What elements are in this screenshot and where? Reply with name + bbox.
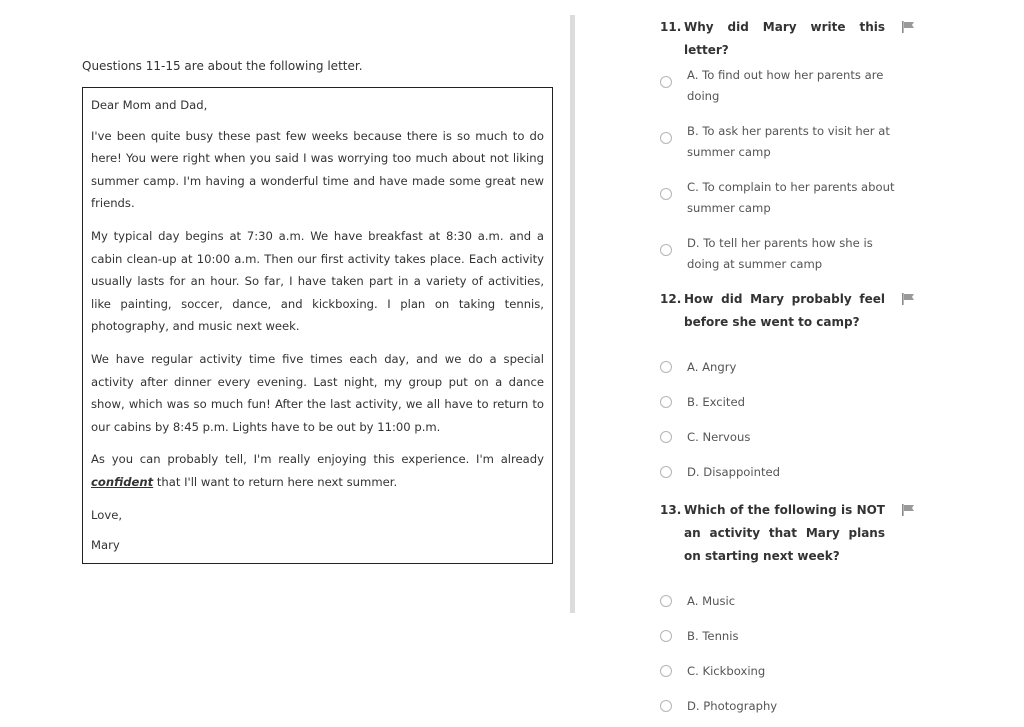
flag-icon[interactable]	[901, 504, 915, 516]
letter-greeting: Dear Mom and Dad,	[91, 98, 208, 112]
question-number: 12.	[660, 292, 682, 306]
question-number: 11.	[660, 20, 682, 34]
option-label: C. To complain to her parents about summer camp	[687, 180, 895, 215]
question-11	[660, 16, 895, 271]
letter-paragraph-3: We have regular activity time five times each day, and we do a special activity after dinner every evening. Last night, my group put on a dance show, which was so much fun! After the last activity, we all have to return to our cabins by 8:45 p.m. Lights have to be out by 11:00 p.m.	[91, 351, 544, 434]
question-13	[660, 499, 890, 713]
radio-button[interactable]	[660, 665, 672, 677]
option-label: D. Disappointed	[687, 465, 781, 479]
radio-button[interactable]	[660, 431, 672, 443]
option-label: C. Kickboxing	[687, 664, 766, 678]
question-12	[660, 288, 890, 479]
question-header	[660, 16, 890, 62]
radio-button[interactable]	[660, 396, 672, 408]
option-label: A. To find out how her parents are doing	[687, 68, 884, 103]
option-label: A. Music	[687, 594, 736, 608]
question-text: Why did Mary write this letter?	[684, 20, 885, 57]
option-label: B. Tennis	[687, 629, 739, 643]
radio-button[interactable]	[660, 700, 672, 712]
question-text: Which of the following is NOT an activity that Mary plans on starting next week?	[684, 503, 885, 563]
radio-button[interactable]	[660, 188, 672, 200]
letter-paragraph-4	[91, 448, 544, 493]
letter-paragraph-1: I've been quite busy these past few weeks because there is so much to do here! You were right when you said I was worrying too much about not liking summer camp. I'm having a wonderful time and have made some great new friends.	[91, 128, 544, 211]
flag-icon[interactable]	[901, 21, 915, 33]
question-number: 13.	[660, 503, 682, 517]
radio-button[interactable]	[660, 76, 672, 88]
letter-signature: Mary	[91, 538, 120, 553]
column-divider	[570, 15, 575, 613]
option-label: B. To ask her parents to visit her at summer camp	[687, 124, 890, 159]
radio-button[interactable]	[660, 630, 672, 642]
option-label: D. Photography	[687, 699, 778, 713]
p4-end: that I'll want to return here next summer.	[153, 474, 398, 489]
emphasized-word: confident	[91, 474, 154, 489]
option-label: C. Nervous	[687, 430, 751, 444]
radio-button[interactable]	[660, 244, 672, 256]
radio-button[interactable]	[660, 361, 672, 373]
passage-intro: Questions 11-15 are about the following letter.	[82, 59, 363, 73]
option-label: D. To tell her parents how she is doing at summer camp	[687, 236, 873, 271]
letter-paragraph-2: My typical day begins at 7:30 a.m. We have breakfast at 8:30 a.m. and a cabin clean-up at 10:00 a.m. Then our first activity takes place. Each activity usually lasts for an hour. So far, I have taken part in a variety of activities, like painting, soccer, dance, and kickboxing. I plan on taking tennis, photography, and music next week.	[91, 228, 544, 334]
option-label: A. Angry	[687, 360, 737, 374]
letter-closing: Love,	[91, 507, 123, 522]
flag-icon[interactable]	[901, 293, 915, 305]
radio-button[interactable]	[660, 132, 672, 144]
question-text: How did Mary probably feel before she went to camp?	[684, 292, 885, 329]
letter-box	[82, 87, 553, 564]
question-header	[660, 288, 890, 334]
p4-start: As you can probably tell, I'm really enjoying this experience. I'm already	[91, 452, 544, 467]
option-label: B. Excited	[687, 395, 745, 409]
radio-button[interactable]	[660, 466, 672, 478]
question-header	[660, 499, 890, 568]
radio-button[interactable]	[660, 595, 672, 607]
